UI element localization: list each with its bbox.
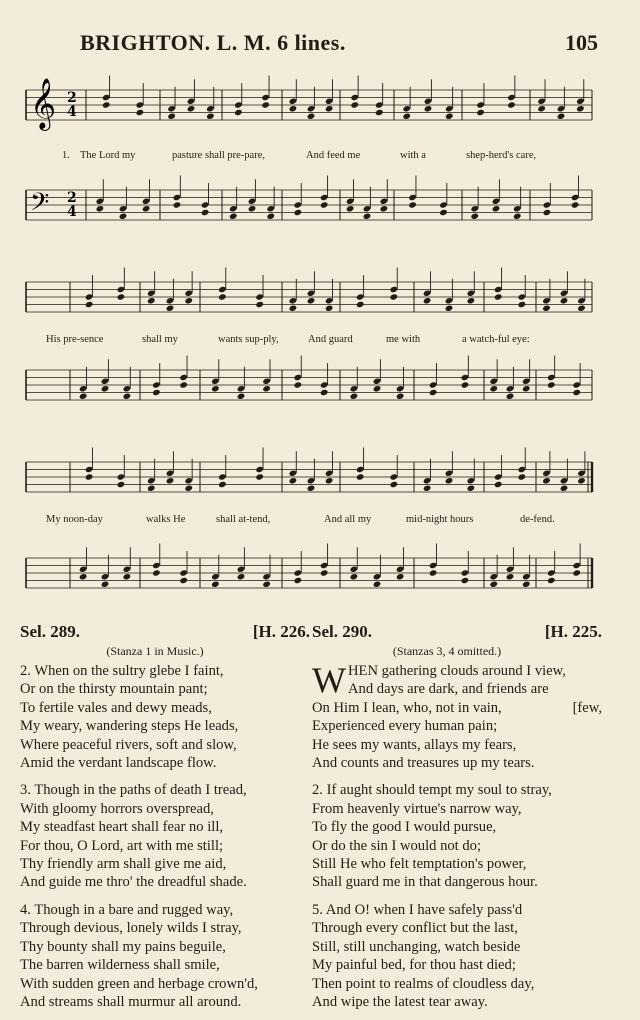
- stanza-5: [312, 901, 602, 1011]
- verse-line: Shall guard me in that dangerous hour.: [312, 874, 538, 891]
- notehead: [294, 577, 303, 584]
- notehead: [167, 113, 176, 120]
- notehead: [117, 481, 126, 488]
- lyric-line: His pre-sence: [46, 334, 104, 345]
- verse-line: The barren wilderness shall smile,: [20, 957, 220, 974]
- notehead: [142, 205, 151, 212]
- notehead: [461, 577, 470, 584]
- page-number: 105: [565, 30, 598, 55]
- notehead: [396, 393, 405, 400]
- notehead: [542, 477, 551, 484]
- notehead: [363, 213, 372, 220]
- verse-line: My steadfast heart shall fear no ill,: [20, 819, 224, 836]
- notehead: [229, 213, 238, 220]
- lyric-line: And feed me: [306, 150, 361, 161]
- lyric-line: wants sup-ply,: [218, 334, 279, 345]
- notehead: [102, 101, 111, 108]
- verse-line: 3. Though in the paths of death I tread,: [20, 782, 247, 799]
- notehead: [179, 577, 188, 584]
- notehead: [320, 201, 329, 208]
- verse-line: From heavenly virtue's narrow way,: [312, 800, 522, 817]
- verse-line: And counts and treasures up my tears.: [312, 755, 535, 772]
- verse-line-text: HEN gathering clouds around I view,: [347, 663, 566, 679]
- verse-line-text: And days are dark, and friends are: [347, 681, 549, 698]
- stanza-2: [20, 662, 310, 772]
- verse-line: Where peaceful rivers, soft and slow,: [20, 736, 237, 753]
- notehead: [476, 109, 485, 116]
- notehead: [320, 569, 329, 576]
- notehead: [576, 105, 585, 112]
- notehead: [307, 297, 316, 304]
- stanza-2: [312, 781, 602, 891]
- verse-line: For thou, O Lord, art with me still;: [20, 837, 224, 854]
- notehead: [166, 477, 175, 484]
- verse-line: He sees my wants, allays my fears,: [312, 736, 517, 753]
- verse-line: To fertile vales and dewy meads,: [20, 699, 212, 716]
- verse-line: 4. Though in a bare and rugged way,: [20, 901, 234, 918]
- notehead: [173, 201, 182, 208]
- hymn-reference: [H. 225.: [544, 622, 602, 641]
- notehead: [402, 113, 411, 120]
- notehead: [489, 581, 498, 588]
- lyric-line: de-fend.: [520, 514, 555, 525]
- notehead: [429, 569, 438, 576]
- selection-289: [20, 622, 310, 1020]
- notehead: [489, 385, 498, 392]
- notehead: [152, 389, 161, 396]
- notehead: [577, 477, 586, 484]
- notehead: [522, 385, 531, 392]
- notehead: [390, 293, 399, 300]
- notehead: [261, 101, 270, 108]
- lyric-line: me with: [386, 334, 421, 345]
- verse-line: Thy bounty shall my pains beguile,: [20, 938, 226, 955]
- hymn-texts: [20, 622, 620, 1010]
- selection-290: [312, 622, 602, 1020]
- notehead: [571, 201, 580, 208]
- notehead: [123, 573, 132, 580]
- notehead: [101, 581, 110, 588]
- time-sig-bottom-bass: 4: [67, 204, 77, 220]
- notehead: [184, 297, 193, 304]
- turnover-word: [few,: [572, 699, 602, 716]
- notehead: [560, 297, 569, 304]
- verse-line: Amid the verdant landscape flow.: [20, 755, 217, 772]
- notehead: [289, 477, 298, 484]
- notehead: [396, 573, 405, 580]
- lyric-line: And guard: [308, 334, 353, 345]
- lyric-line: pasture shall pre-pare,: [172, 150, 265, 161]
- lyric-line: shall my: [142, 334, 178, 345]
- lyric-line: The Lord my: [80, 150, 136, 161]
- notehead: [166, 305, 175, 312]
- notehead: [307, 485, 316, 492]
- lyric-line: a watch-ful eye:: [462, 334, 530, 345]
- notehead: [85, 473, 94, 480]
- verse-line: Or do the sin I would not do;: [312, 837, 482, 854]
- notehead: [119, 213, 128, 220]
- verse-line: Then point to realms of cloudless day,: [312, 975, 535, 992]
- notehead: [467, 485, 476, 492]
- notehead: [179, 381, 188, 388]
- notehead: [572, 389, 581, 396]
- notehead: [507, 101, 516, 108]
- notehead: [218, 481, 227, 488]
- notehead: [211, 581, 220, 588]
- verse-line-text: On Him I lean, who, not in vain,: [312, 699, 502, 716]
- notehead: [289, 305, 298, 312]
- verse-line: Still, still unchanging, watch beside: [312, 938, 521, 955]
- notehead: [266, 213, 275, 220]
- verse-line: My weary, wandering steps He leads,: [20, 718, 239, 735]
- notehead: [547, 381, 556, 388]
- notehead: [294, 209, 303, 216]
- notehead: [572, 569, 581, 576]
- stanza-3: [20, 781, 310, 891]
- notehead: [184, 485, 193, 492]
- notehead: [494, 293, 503, 300]
- hymn-title: BRIGHTON. L. M. 6 lines.: [80, 30, 346, 55]
- notehead: [248, 205, 257, 212]
- lyric-line: walks He: [146, 514, 186, 525]
- notehead: [101, 385, 110, 392]
- notehead: [445, 477, 454, 484]
- notehead: [537, 105, 546, 112]
- verse-line: And wipe the latest tear away.: [312, 993, 488, 1010]
- notehead: [390, 481, 399, 488]
- verse-line: Or on the thirsty mountain pant;: [20, 681, 208, 698]
- notehead: [350, 573, 359, 580]
- notehead: [547, 577, 556, 584]
- notehead: [320, 389, 329, 396]
- notehead: [373, 581, 382, 588]
- notehead: [423, 485, 432, 492]
- notehead: [117, 293, 126, 300]
- notehead: [429, 389, 438, 396]
- notehead: [79, 573, 88, 580]
- selection-header: [20, 622, 310, 644]
- notehead: [445, 113, 454, 120]
- notehead: [350, 393, 359, 400]
- lyric-line: And all my: [324, 514, 372, 525]
- verse-line: Through every conflict but the last,: [312, 920, 518, 937]
- verse-line: Thy friendly arm shall give me aid,: [20, 856, 227, 873]
- notehead: [518, 473, 527, 480]
- verse-line: 5. And O! when I have safely pass'd: [312, 901, 523, 918]
- notehead: [380, 205, 389, 212]
- verse-line: [312, 680, 602, 698]
- verse-line: To fly the good I would pursue,: [312, 819, 497, 836]
- hymn-reference: [H. 226.: [252, 622, 310, 641]
- notehead: [494, 481, 503, 488]
- notehead: [470, 213, 479, 220]
- notehead: [439, 209, 448, 216]
- lyric-line: shep-herd's care,: [466, 150, 537, 161]
- drop-capital: W: [312, 660, 346, 700]
- notehead: [577, 305, 586, 312]
- notehead: [79, 393, 88, 400]
- notehead: [424, 105, 433, 112]
- stanza-4: [20, 901, 310, 1011]
- verse-line: With gloomy horrors overspread,: [20, 800, 214, 817]
- verse-line: With sudden green and herbage crown'd,: [20, 975, 258, 992]
- notehead: [325, 105, 334, 112]
- stanza-note: (Stanza 1 in Music.): [106, 644, 204, 658]
- clef-treble-1: 𝄞: [30, 78, 57, 129]
- selection-number: Sel. 290.: [312, 622, 372, 641]
- lyric-line: mid-night hours: [406, 514, 474, 525]
- lyric-line: shall at-tend,: [216, 514, 271, 525]
- verse-line: 2. If aught should tempt my soul to stray,: [312, 782, 552, 799]
- notehead: [85, 301, 94, 308]
- notehead: [152, 569, 161, 576]
- notehead: [289, 105, 298, 112]
- notehead: [560, 485, 569, 492]
- lyric-line: with a: [400, 150, 426, 161]
- notehead: [211, 385, 220, 392]
- notehead: [542, 305, 551, 312]
- notehead: [294, 381, 303, 388]
- notehead: [467, 297, 476, 304]
- notehead: [255, 473, 264, 480]
- verse-line: And guide me thro' the dreadful shade.: [20, 874, 247, 891]
- notehead: [262, 385, 271, 392]
- notehead: [350, 101, 359, 108]
- verse-line: My painful bed, for thou hast died;: [312, 957, 516, 974]
- notehead: [506, 573, 515, 580]
- notehead: [237, 573, 246, 580]
- notehead: [346, 205, 355, 212]
- notehead: [423, 297, 432, 304]
- notehead: [518, 301, 527, 308]
- time-sig-top-bass: 2: [67, 190, 77, 206]
- notehead: [557, 113, 566, 120]
- notehead: [492, 205, 501, 212]
- notehead: [201, 209, 210, 216]
- notehead: [255, 301, 264, 308]
- verse-line: 2. When on the sultry glebe I faint,: [20, 663, 224, 679]
- lyric-line: My noon-day: [46, 514, 103, 525]
- notehead: [307, 113, 316, 120]
- notehead: [375, 109, 384, 116]
- notehead: [147, 485, 156, 492]
- verse-line: Still He who felt temptation's power,: [312, 856, 527, 873]
- notehead: [522, 581, 531, 588]
- stanza-1: [312, 662, 602, 772]
- selection-number: Sel. 289.: [20, 622, 80, 641]
- clef-bass-1: 𝄢: [30, 188, 50, 223]
- notehead: [513, 213, 522, 220]
- notehead: [218, 293, 227, 300]
- notehead: [123, 393, 132, 400]
- notehead: [373, 385, 382, 392]
- verse-number: 1.: [62, 150, 70, 161]
- notehead: [461, 381, 470, 388]
- notehead: [262, 581, 271, 588]
- notehead: [543, 209, 552, 216]
- notehead: [445, 305, 454, 312]
- notehead: [136, 109, 145, 116]
- verse-line: [312, 699, 602, 717]
- selection-header: [312, 622, 602, 644]
- notehead: [147, 297, 156, 304]
- notehead: [325, 305, 334, 312]
- notehead: [325, 477, 334, 484]
- time-sig-top-treble: 2: [67, 90, 77, 106]
- notehead: [237, 393, 246, 400]
- verse-line: Through devious, lonely wilds I stray,: [20, 920, 242, 937]
- notehead: [206, 113, 215, 120]
- stanza-note: (Stanzas 3, 4 omitted.): [392, 644, 502, 658]
- notehead: [408, 201, 417, 208]
- verse-line: Experienced every human pain;: [312, 718, 498, 735]
- verse-line: And streams shall murmur all around.: [20, 993, 242, 1010]
- time-sig-bottom-treble: 4: [67, 104, 77, 120]
- notehead: [506, 393, 515, 400]
- notehead: [356, 301, 365, 308]
- notehead: [187, 105, 196, 112]
- notehead: [96, 205, 105, 212]
- notehead: [356, 473, 365, 480]
- notehead: [234, 109, 243, 116]
